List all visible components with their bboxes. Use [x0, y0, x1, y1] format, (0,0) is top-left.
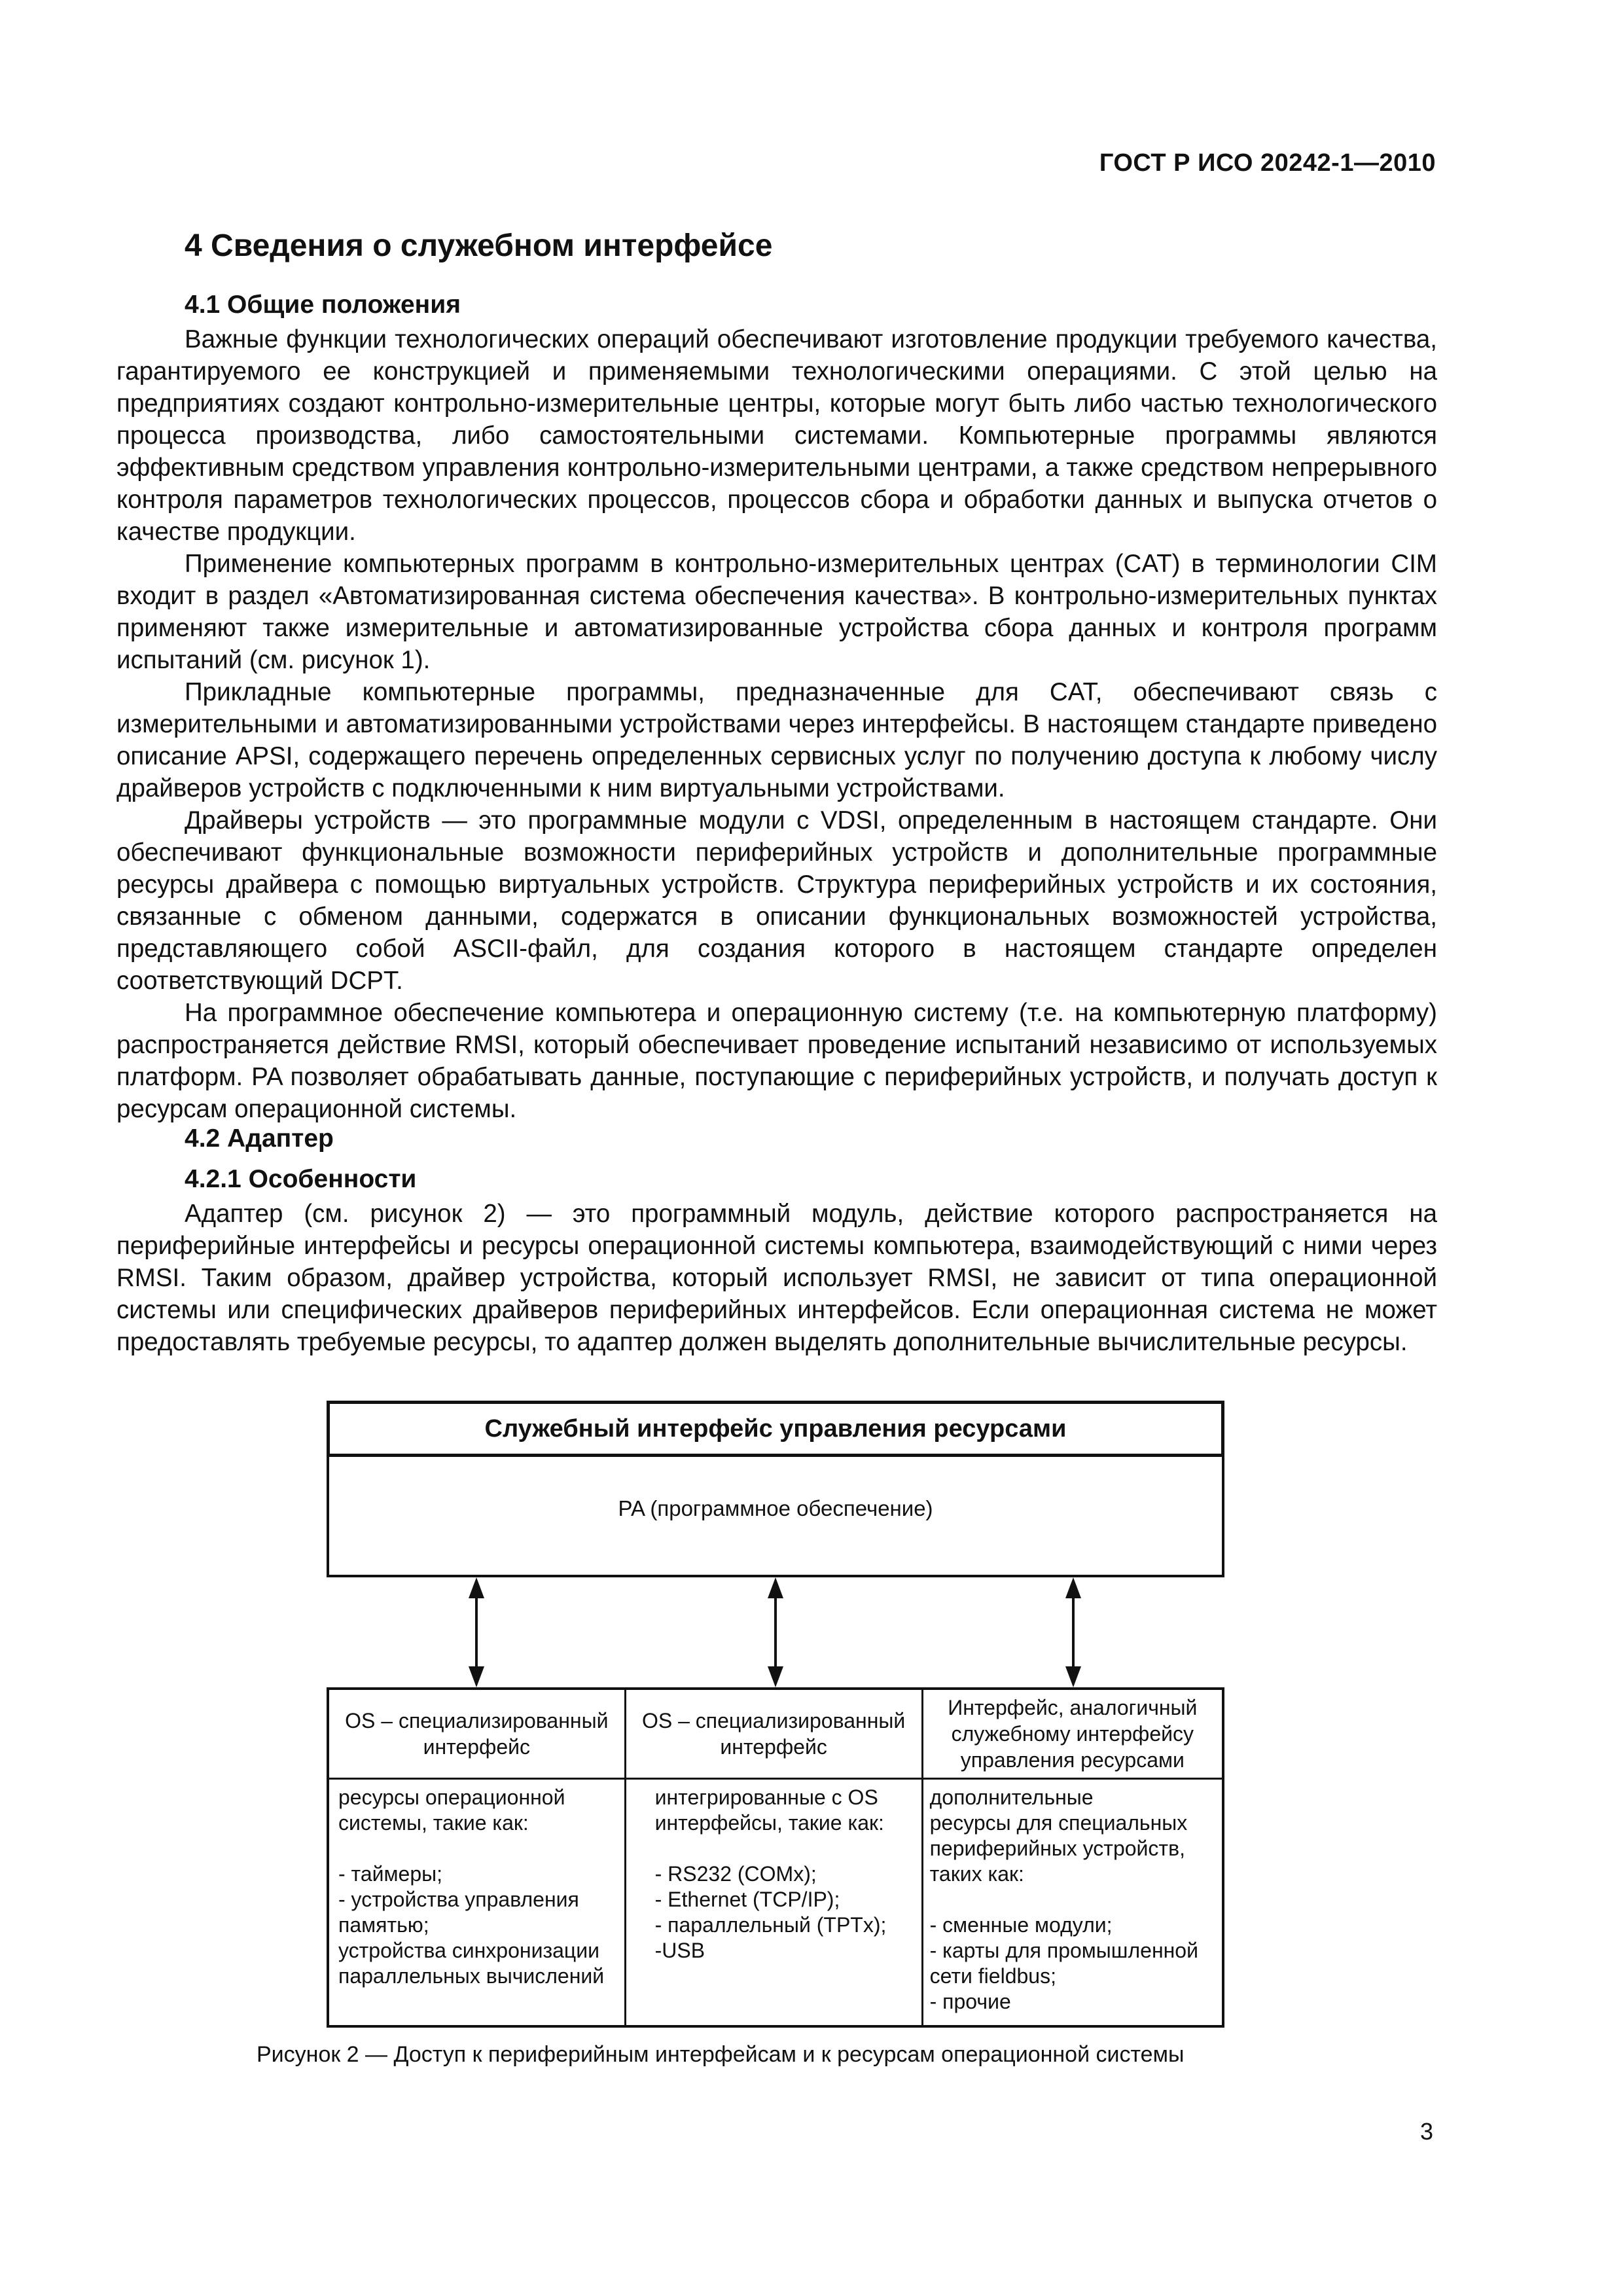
peripheral-resources-cell: дополнительные ресурсы для специальных периферийных устройств, таких как: - сменные модули; - карты для промышленной сети fieldbus; - прочие	[922, 1779, 1223, 2027]
table-body-row	[328, 1779, 1223, 2027]
standard-identifier: ГОСТ Р ИСО 20242-1—2010	[1099, 149, 1436, 177]
os-resources-cell: ресурсы операционной системы, такие как: - таймеры; - устройства управления памятью; устройства синхронизации параллельных вычислений	[328, 1779, 625, 2027]
subsection-heading-4-1: 4.1 Общие положения	[185, 291, 461, 319]
paragraph: Адаптер (см. рисунок 2) — это программный модуль, действие которого распространяется на периферийные интерфейсы и ресурсы операционной системы компьютера, взаимодействующий с ними через RMSI. Таким образом, драйвер устройства, который использует RMSI, не зависит от типа операционной системы или специфических драйверов периферийных интерфейсов. Если операционная система не может предоставлять требуемые ресурсы, то адаптер должен выделять дополнительные вычислительные ресурсы.	[116, 1200, 1437, 1356]
column-header: OS – специализированный интерфейс	[328, 1689, 625, 1779]
figure-caption: Рисунок 2 — Доступ к периферийным интерфейсам и к ресурсам операционной системы	[257, 2042, 1185, 2067]
paragraph: Прикладные компьютерные программы, предназначенные для CAT, обеспечивают связь с измерительными и автоматизированными устройствами через интерфейсы. В настоящем стандарте приведено описание APSI, содержащего перечень определенных сервисных услуг по получению доступа к любому числу драйверов устройств с подключенными к ним виртуальными устройствами.	[116, 678, 1437, 802]
paragraph: Важные функции технологических операций обеспечивают изготовление продукции требуемого качества, гарантируемого ее конструкцией и применяемыми технологическими операциями. С этой целью на предприятиях создают контрольно-измерительные центры, которые могут быть либо частью технологического процесса производства, либо самостоятельными системами. Компьютерные программы являются эффективным средством управления контрольно-измерительными центрами, а также средством непрерывного контроля параметров технологических процессов, процессов сбора и обработки данных и выпуска отчетов о качестве продукции.	[116, 325, 1437, 546]
paragraph: Применение компьютерных программ в контрольно-измерительных центрах (CAT) в терминологии CIM входит в раздел «Автоматизированная система обеспечения качества». В контрольно-измерительных пунктах применяют также измерительные и автоматизированные устройства сбора данных и контроля программ испытаний (см. рисунок 1).	[116, 550, 1437, 674]
section-title: 4 Сведения о служебном интерфейсе	[185, 228, 773, 263]
subsection-heading-4-2: 4.2 Адаптер	[185, 1124, 334, 1153]
arrowhead-down-right	[1065, 1666, 1081, 1687]
os-interfaces-cell: интегрированные с OS интерфейсы, такие как: - RS232 (COMx); - Ethernet (TCP/IP); - параллельный (TPTx); -USB	[625, 1779, 922, 2027]
paragraph: На программное обеспечение компьютера и операционную систему (т.е. на компьютерную платформу) распространяется действие RMSI, который обеспечивает проведение испытаний независимо от используемых платформ. PA позволяет обрабатывать данные, поступающие с периферийных устройств, и получать доступ к ресурсам операционной системы.	[116, 999, 1437, 1123]
arrowhead-down-center	[768, 1666, 783, 1687]
interfaces-table	[327, 1687, 1224, 2028]
column-header: OS – специализированный интерфейс	[625, 1689, 922, 1779]
pa-label: PA (программное обеспечение)	[618, 1496, 933, 1520]
arrowhead-down-left	[469, 1666, 484, 1687]
page-number: 3	[1419, 2118, 1433, 2145]
arrowhead-up-right	[1065, 1577, 1081, 1598]
table-header-row	[328, 1689, 1223, 1779]
column-header: Интерфейс, аналогичный служебному интерфейсу управления ресурсами	[922, 1689, 1223, 1779]
arrowhead-up-left	[469, 1577, 484, 1598]
paragraph: Драйверы устройств — это программные модули с VDSI, определенным в настоящем стандарте. Они обеспечивают функциональные возможности периферийных устройств и дополнительные программные ресурсы драйвера с помощью виртуальных устройств. Структура периферийных устройств и их состояния, связанные с обменом данными, содержатся в описании функциональных возможностей устройства, представляющего собой ASCII-файл, для создания которого в настоящем стандарте определен соответствующий DCPT.	[116, 806, 1437, 995]
subsection-heading-4-2-1: 4.2.1 Особенности	[185, 1165, 417, 1193]
arrowhead-up-center	[768, 1577, 783, 1598]
figure-title: Служебный интерфейс управления ресурсами	[484, 1414, 1067, 1443]
